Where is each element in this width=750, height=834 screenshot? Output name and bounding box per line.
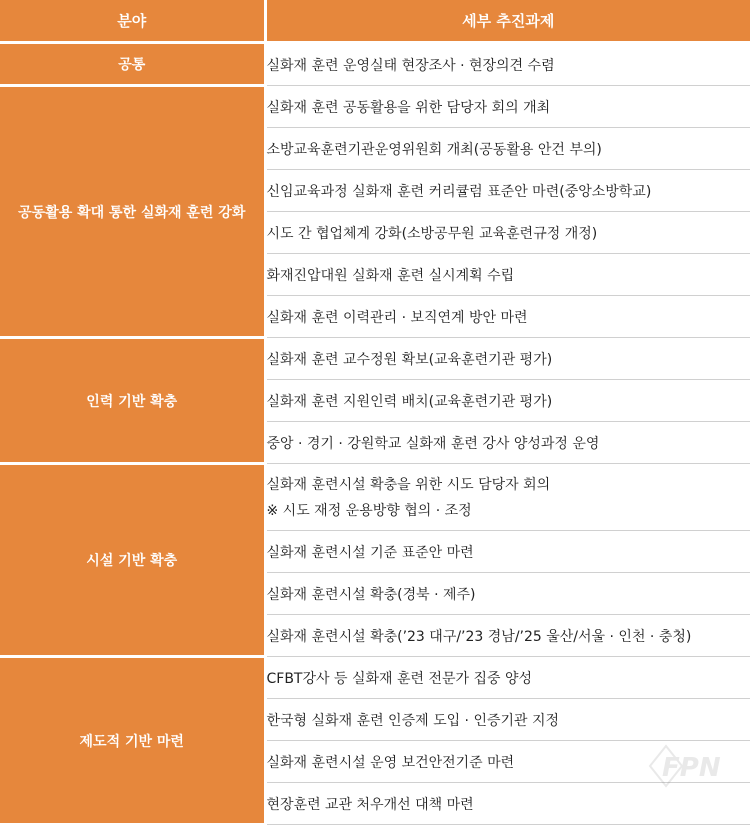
category-cell: 인력 기반 확충 [0, 338, 265, 464]
task-cell: 소방교육훈련기관운영위원회 개최(공동활용 안건 부의) [265, 128, 750, 170]
task-text: 실화재 훈련시설 확충을 위한 시도 담당자 회의 [266, 477, 551, 493]
table-row [0, 43, 750, 86]
task-cell: 시도 간 협업체계 강화(소방공무원 교육훈련규정 개정) [265, 212, 750, 254]
header-category: 분야 [0, 0, 265, 43]
header-tasks: 세부 추진과제 [265, 0, 750, 43]
category-cell: 공동활용 확대 통한 실화재 훈련 강화 [0, 86, 265, 338]
watermark-text: FPN [662, 753, 721, 783]
category-cell: 제도적 기반 마련 [0, 657, 265, 825]
task-cell [265, 464, 750, 531]
task-cell: 현장훈련 교관 처우개선 대책 마련 [265, 783, 750, 825]
header-row [0, 0, 750, 43]
task-cell: CFBT강사 등 실화재 훈련 전문가 집중 양성 [265, 657, 750, 699]
task-cell: 신임교육과정 실화재 훈련 커리큘럼 표준안 마련(중앙소방학교) [265, 170, 750, 212]
task-cell: 화재진압대원 실화재 훈련 실시계획 수립 [265, 254, 750, 296]
table-row [0, 338, 750, 380]
task-cell: 실화재 훈련 공동활용을 위한 담당자 회의 개최 [265, 86, 750, 128]
task-cell: 실화재 훈련 지원인력 배치(교육훈련기관 평가) [265, 380, 750, 422]
table-row [0, 86, 750, 128]
task-cell: 실화재 훈련 이력관리 · 보직연계 방안 마련 [265, 296, 750, 338]
task-cell: 한국형 실화재 훈련 인증제 도입 · 인증기관 지정 [265, 699, 750, 741]
task-cell: 실화재 훈련시설 운영 보건안전기준 마련 [265, 741, 750, 783]
category-cell: 시설 기반 확충 [0, 464, 265, 657]
fpn-watermark-logo [632, 738, 728, 794]
task-cell: 실화재 훈련시설 확충(경북 · 제주) [265, 573, 750, 615]
task-cell: 실화재 훈련시설 기준 표준안 마련 [265, 531, 750, 573]
task-cell: 실화재 훈련시설 확충(’23 대구/’23 경남/’25 울산/서울 · 인천 · 충청) [265, 615, 750, 657]
table-row [0, 464, 750, 531]
task-cell: 중앙 · 경기 · 강원학교 실화재 훈련 강사 양성과정 운영 [265, 422, 750, 464]
table-row [0, 657, 750, 699]
task-cell: 실화재 훈련 운영실태 현장조사 · 현장의견 수렴 [265, 43, 750, 86]
task-cell: 실화재 훈련 교수정원 확보(교육훈련기관 평가) [265, 338, 750, 380]
category-cell: 공통 [0, 43, 265, 86]
task-note: ※ 시도 재정 운용방향 협의 · 조정 [266, 503, 472, 519]
